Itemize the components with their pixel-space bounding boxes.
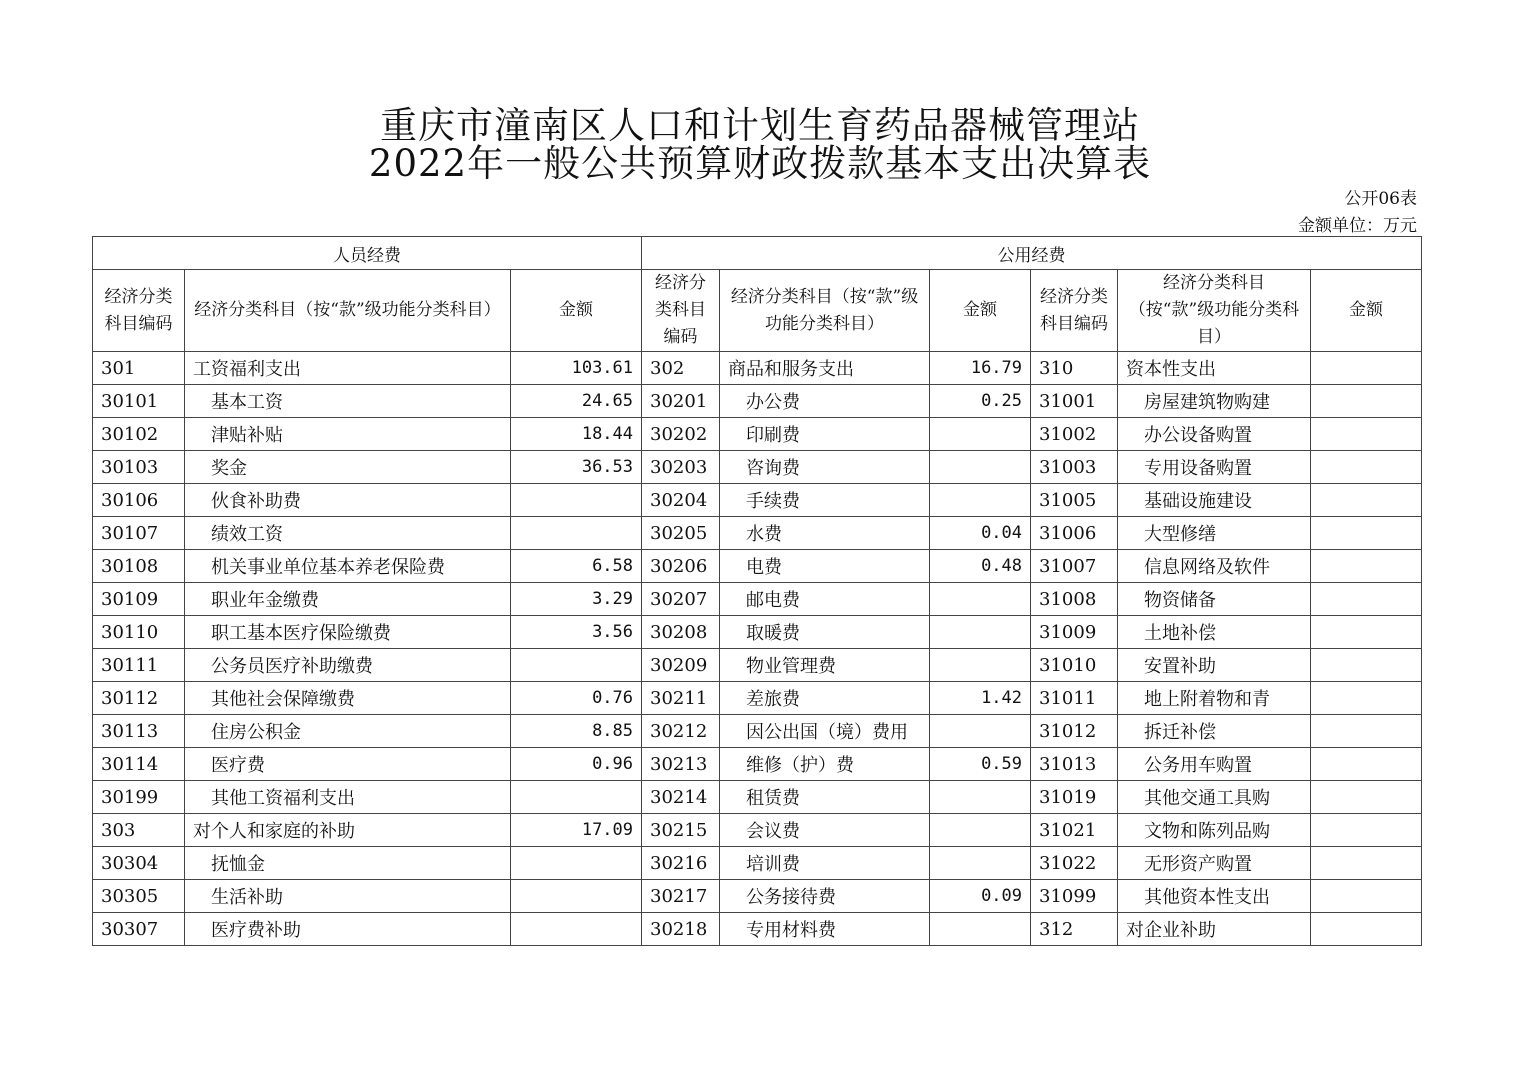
amount-cell (1311, 550, 1422, 583)
code-cell: 31099 (1031, 880, 1118, 913)
item-name-cell: 取暖费 (720, 616, 930, 649)
table-row (93, 847, 1422, 880)
amount-cell: 0.48 (930, 550, 1031, 583)
table-row (93, 781, 1422, 814)
code-cell: 31012 (1031, 715, 1118, 748)
code-cell: 30206 (642, 550, 720, 583)
item-name-cell: 印刷费 (720, 418, 930, 451)
code-cell: 30212 (642, 715, 720, 748)
item-name-cell: 维修（护）费 (720, 748, 930, 781)
amount-cell (511, 649, 642, 682)
item-name-cell: 基本工资 (185, 385, 511, 418)
item-name-cell: 拆迁补偿 (1118, 715, 1311, 748)
table-row (93, 880, 1422, 913)
header-amount: 金额 (1311, 270, 1422, 352)
item-name-cell: 差旅费 (720, 682, 930, 715)
amount-unit: 金额单位：万元 (1298, 216, 1417, 236)
code-cell: 30101 (93, 385, 185, 418)
table-row (93, 352, 1422, 385)
item-name-cell: 公务接待费 (720, 880, 930, 913)
code-cell: 30109 (93, 583, 185, 616)
form-number: 公开06表 (1344, 189, 1417, 209)
amount-cell: 17.09 (511, 814, 642, 847)
code-cell: 30215 (642, 814, 720, 847)
table-row (93, 418, 1422, 451)
code-cell: 30217 (642, 880, 720, 913)
amount-cell (930, 616, 1031, 649)
amount-cell (1311, 451, 1422, 484)
header-name: 经济分类科目（按“款”级功能分类科目） (185, 270, 511, 352)
code-cell: 30108 (93, 550, 185, 583)
column-header-row (93, 270, 1422, 352)
code-cell: 30110 (93, 616, 185, 649)
header-code: 经济分类科目编码 (642, 270, 720, 352)
amount-cell (1311, 583, 1422, 616)
item-name-cell: 电费 (720, 550, 930, 583)
amount-cell (1311, 649, 1422, 682)
item-name-cell: 手续费 (720, 484, 930, 517)
header-name: 经济分类科目（按“款”级功能分类科目） (720, 270, 930, 352)
amount-cell: 0.04 (930, 517, 1031, 550)
code-cell: 30202 (642, 418, 720, 451)
amount-cell (930, 781, 1031, 814)
header-name: 经济分类科目（按“款”级功能分类科目） (1118, 270, 1311, 352)
code-cell: 31021 (1031, 814, 1118, 847)
header-amount: 金额 (930, 270, 1031, 352)
table-row (93, 550, 1422, 583)
item-name-cell: 邮电费 (720, 583, 930, 616)
item-name-cell: 因公出国（境）费用 (720, 715, 930, 748)
table-row (93, 682, 1422, 715)
header-amount: 金额 (511, 270, 642, 352)
code-cell: 30204 (642, 484, 720, 517)
code-cell: 30113 (93, 715, 185, 748)
amount-cell: 24.65 (511, 385, 642, 418)
amount-cell (930, 814, 1031, 847)
code-cell: 302 (642, 352, 720, 385)
code-cell: 30305 (93, 880, 185, 913)
amount-cell (1311, 880, 1422, 913)
code-cell: 31002 (1031, 418, 1118, 451)
amount-cell (1311, 748, 1422, 781)
item-name-cell: 会议费 (720, 814, 930, 847)
item-name-cell: 安置补助 (1118, 649, 1311, 682)
item-name-cell: 其他工资福利支出 (185, 781, 511, 814)
code-cell: 30218 (642, 913, 720, 946)
expenditure-table (92, 236, 1422, 946)
item-name-cell: 物业管理费 (720, 649, 930, 682)
code-cell: 31001 (1031, 385, 1118, 418)
item-name-cell: 其他资本性支出 (1118, 880, 1311, 913)
code-cell: 312 (1031, 913, 1118, 946)
item-name-cell: 大型修缮 (1118, 517, 1311, 550)
code-cell: 30107 (93, 517, 185, 550)
item-name-cell: 商品和服务支出 (720, 352, 930, 385)
amount-cell: 3.29 (511, 583, 642, 616)
table-row (93, 451, 1422, 484)
code-cell: 310 (1031, 352, 1118, 385)
amount-cell (1311, 418, 1422, 451)
amount-cell (511, 484, 642, 517)
code-cell: 30201 (642, 385, 720, 418)
amount-cell (1311, 781, 1422, 814)
item-name-cell: 公务员医疗补助缴费 (185, 649, 511, 682)
code-cell: 30114 (93, 748, 185, 781)
code-cell: 31022 (1031, 847, 1118, 880)
amount-cell: 0.25 (930, 385, 1031, 418)
code-cell: 31019 (1031, 781, 1118, 814)
code-cell: 30103 (93, 451, 185, 484)
amount-cell (930, 418, 1031, 451)
amount-cell (1311, 385, 1422, 418)
header-code: 经济分类科目编码 (93, 270, 185, 352)
code-cell: 30214 (642, 781, 720, 814)
item-name-cell: 咨询费 (720, 451, 930, 484)
item-name-cell: 办公费 (720, 385, 930, 418)
amount-cell (511, 781, 642, 814)
code-cell: 301 (93, 352, 185, 385)
code-cell: 303 (93, 814, 185, 847)
amount-cell (1311, 517, 1422, 550)
code-cell: 30304 (93, 847, 185, 880)
code-cell: 31008 (1031, 583, 1118, 616)
amount-cell (1311, 847, 1422, 880)
item-name-cell: 水费 (720, 517, 930, 550)
section-header-row (93, 237, 1422, 270)
amount-cell (930, 649, 1031, 682)
table-row (93, 385, 1422, 418)
code-cell: 31011 (1031, 682, 1118, 715)
table-row (93, 484, 1422, 517)
code-cell: 30203 (642, 451, 720, 484)
amount-cell: 0.09 (930, 880, 1031, 913)
table-row (93, 748, 1422, 781)
code-cell: 31006 (1031, 517, 1118, 550)
item-name-cell: 物资储备 (1118, 583, 1311, 616)
amount-cell: 36.53 (511, 451, 642, 484)
amount-cell: 3.56 (511, 616, 642, 649)
code-cell: 30199 (93, 781, 185, 814)
item-name-cell: 奖金 (185, 451, 511, 484)
code-cell: 30112 (93, 682, 185, 715)
code-cell: 31003 (1031, 451, 1118, 484)
item-name-cell: 生活补助 (185, 880, 511, 913)
code-cell: 30213 (642, 748, 720, 781)
item-name-cell: 办公设备购置 (1118, 418, 1311, 451)
code-cell: 31009 (1031, 616, 1118, 649)
amount-cell (930, 715, 1031, 748)
item-name-cell: 房屋建筑物购建 (1118, 385, 1311, 418)
item-name-cell: 无形资产购置 (1118, 847, 1311, 880)
item-name-cell: 伙食补助费 (185, 484, 511, 517)
item-name-cell: 医疗费补助 (185, 913, 511, 946)
amount-cell (930, 451, 1031, 484)
amount-cell: 0.76 (511, 682, 642, 715)
code-cell: 30102 (93, 418, 185, 451)
amount-cell (930, 913, 1031, 946)
item-name-cell: 住房公积金 (185, 715, 511, 748)
amount-cell (511, 517, 642, 550)
amount-cell: 16.79 (930, 352, 1031, 385)
amount-cell (1311, 484, 1422, 517)
amount-cell: 18.44 (511, 418, 642, 451)
code-cell: 30216 (642, 847, 720, 880)
item-name-cell: 其他交通工具购 (1118, 781, 1311, 814)
amount-cell (1311, 913, 1422, 946)
table-row (93, 814, 1422, 847)
section-personnel: 人员经费 (93, 237, 642, 270)
amount-cell (1311, 616, 1422, 649)
item-name-cell: 地上附着物和青 (1118, 682, 1311, 715)
table-row (93, 616, 1422, 649)
amount-cell (1311, 814, 1422, 847)
table-row (93, 913, 1422, 946)
page-title-line1: 重庆市潼南区人口和计划生育药品器械管理站 (380, 104, 1140, 147)
item-name-cell: 津贴补贴 (185, 418, 511, 451)
code-cell: 31005 (1031, 484, 1118, 517)
code-cell: 30211 (642, 682, 720, 715)
amount-cell: 0.96 (511, 748, 642, 781)
item-name-cell: 职工基本医疗保险缴费 (185, 616, 511, 649)
page-title-line2: 2022年一般公共预算财政拨款基本支出决算表 (368, 142, 1152, 185)
amount-cell (930, 847, 1031, 880)
amount-cell (1311, 715, 1422, 748)
table-row (93, 715, 1422, 748)
item-name-cell: 培训费 (720, 847, 930, 880)
item-name-cell: 医疗费 (185, 748, 511, 781)
table-row (93, 583, 1422, 616)
amount-cell (1311, 352, 1422, 385)
item-name-cell: 基础设施建设 (1118, 484, 1311, 517)
item-name-cell: 资本性支出 (1118, 352, 1311, 385)
code-cell: 30209 (642, 649, 720, 682)
item-name-cell: 租赁费 (720, 781, 930, 814)
item-name-cell: 土地补偿 (1118, 616, 1311, 649)
amount-cell (511, 880, 642, 913)
item-name-cell: 专用材料费 (720, 913, 930, 946)
code-cell: 30307 (93, 913, 185, 946)
item-name-cell: 对企业补助 (1118, 913, 1311, 946)
code-cell: 30207 (642, 583, 720, 616)
section-public: 公用经费 (642, 237, 1422, 270)
code-cell: 30106 (93, 484, 185, 517)
item-name-cell: 绩效工资 (185, 517, 511, 550)
item-name-cell: 文物和陈列品购 (1118, 814, 1311, 847)
amount-cell: 8.85 (511, 715, 642, 748)
item-name-cell: 对个人和家庭的补助 (185, 814, 511, 847)
amount-cell: 1.42 (930, 682, 1031, 715)
code-cell: 31007 (1031, 550, 1118, 583)
code-cell: 30208 (642, 616, 720, 649)
code-cell: 31013 (1031, 748, 1118, 781)
item-name-cell: 专用设备购置 (1118, 451, 1311, 484)
item-name-cell: 工资福利支出 (185, 352, 511, 385)
code-cell: 30205 (642, 517, 720, 550)
table-row (93, 649, 1422, 682)
item-name-cell: 抚恤金 (185, 847, 511, 880)
item-name-cell: 信息网络及软件 (1118, 550, 1311, 583)
amount-cell (930, 484, 1031, 517)
item-name-cell: 其他社会保障缴费 (185, 682, 511, 715)
code-cell: 30111 (93, 649, 185, 682)
amount-cell (511, 847, 642, 880)
amount-cell: 6.58 (511, 550, 642, 583)
amount-cell (930, 583, 1031, 616)
item-name-cell: 公务用车购置 (1118, 748, 1311, 781)
header-code: 经济分类科目编码 (1031, 270, 1118, 352)
item-name-cell: 机关事业单位基本养老保险费 (185, 550, 511, 583)
amount-cell (511, 913, 642, 946)
amount-cell: 103.61 (511, 352, 642, 385)
item-name-cell: 职业年金缴费 (185, 583, 511, 616)
amount-cell (1311, 682, 1422, 715)
code-cell: 31010 (1031, 649, 1118, 682)
table-row (93, 517, 1422, 550)
amount-cell: 0.59 (930, 748, 1031, 781)
